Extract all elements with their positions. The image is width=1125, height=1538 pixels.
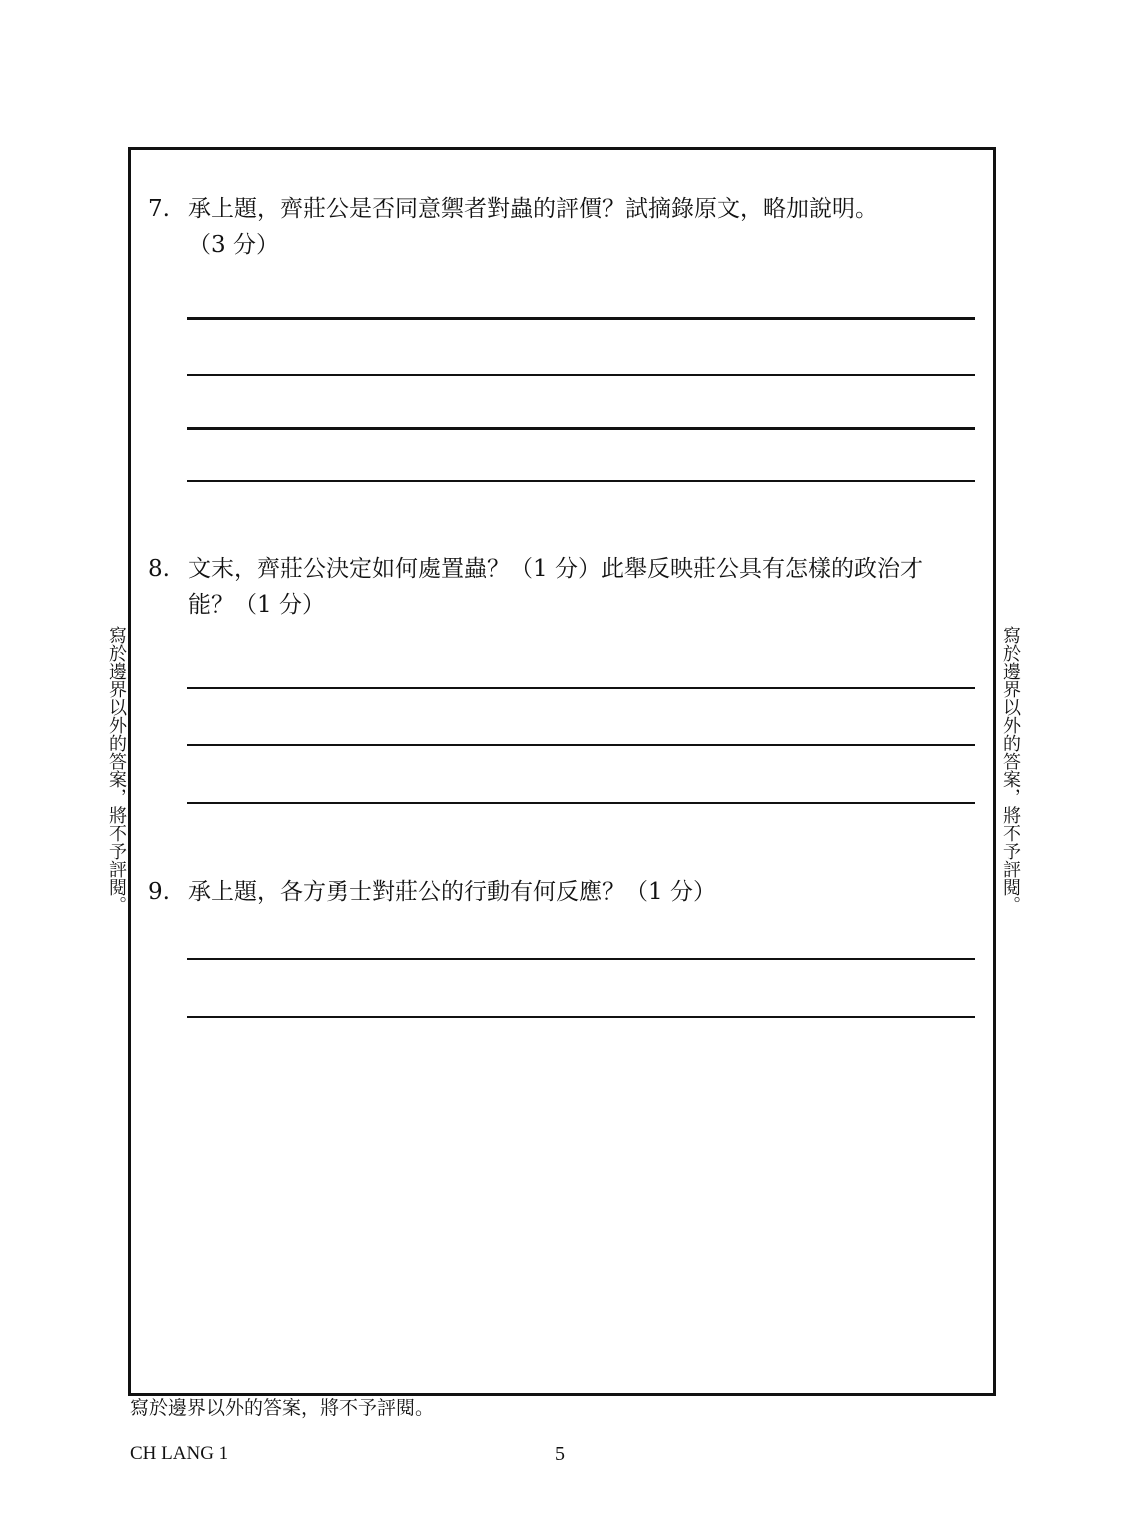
paper-code: CH LANG 1 (130, 1443, 229, 1464)
answer-line[interactable] (187, 1016, 975, 1018)
answer-line[interactable] (187, 802, 975, 804)
question-text (188, 191, 978, 263)
answer-line[interactable] (187, 427, 975, 430)
question-number: 8. (148, 556, 170, 582)
question-text-line-2: （3 分） (188, 232, 279, 258)
left-margin-note: 寫於邊界以外的答案，將不予評閱。 (106, 626, 127, 914)
answer-line[interactable] (187, 317, 975, 320)
answer-line[interactable] (187, 744, 975, 746)
question-number: 9. (148, 879, 170, 905)
answer-line[interactable] (187, 687, 975, 689)
question-text (188, 874, 978, 910)
bottom-margin-note: 寫於邊界以外的答案，將不予評閱。 (130, 1397, 435, 1419)
question-text-line-1: 承上題，各方勇士對莊公的行動有何反應？（1 分） (188, 879, 716, 905)
question-number: 7. (148, 196, 170, 222)
question-text-line-1: 文末，齊莊公決定如何處置蟲？（1 分）此舉反映莊公具有怎樣的政治才 (188, 556, 923, 582)
question-text-line-2: 能？（1 分） (188, 592, 325, 618)
answer-line[interactable] (187, 958, 975, 960)
answer-line[interactable] (187, 374, 975, 376)
question-text (188, 551, 978, 623)
page-number: 5 (555, 1443, 565, 1465)
answer-line[interactable] (187, 480, 975, 482)
answer-box (128, 147, 996, 1396)
question-text-line-1: 承上題，齊莊公是否同意禦者對蟲的評價？試摘錄原文，略加說明。 (188, 196, 878, 222)
right-margin-note: 寫於邊界以外的答案，將不予評閱。 (1000, 626, 1021, 914)
